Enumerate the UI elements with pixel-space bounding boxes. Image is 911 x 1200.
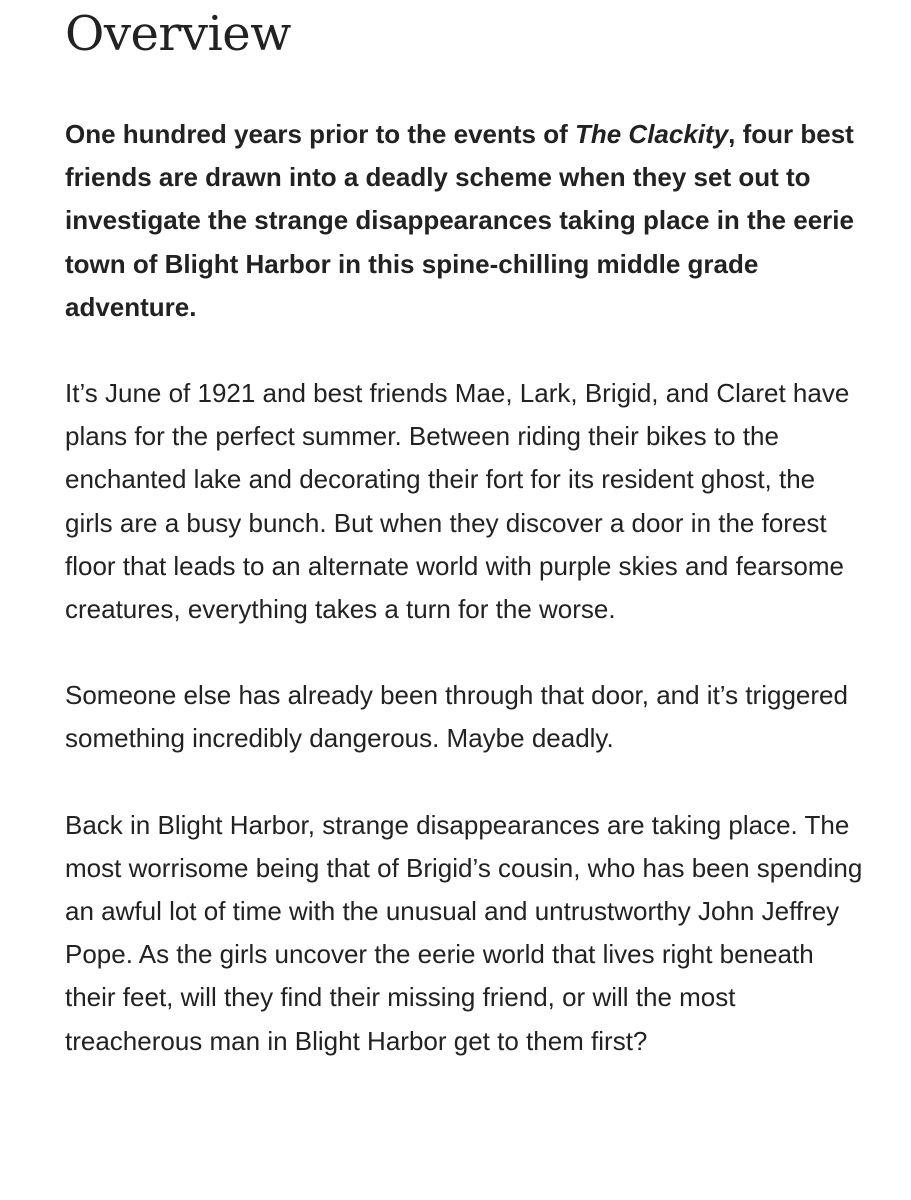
book-title: The Clackity — [574, 119, 729, 149]
synopsis-paragraph-1: It’s June of 1921 and best friends Mae, Lark, Brigid, and Claret have plans for the perfect summer. Between riding their bikes to the enchanted lake and decorating their fort for its resident ghost, the girls are a busy bunch. But when they discover a door in the forest floor that leads to an alternate world with purple skies and fearsome creatures, everything takes a turn for the worse. — [65, 378, 850, 625]
synopsis-paragraph-2: Someone else has already been through that door, and it’s triggered something incredibly dangerous. Maybe deadly. — [65, 680, 848, 754]
overview-section — [65, 0, 865, 1063]
lead-text-start: One hundred years prior to the events of — [65, 119, 575, 149]
lead-paragraph — [65, 113, 865, 329]
overview-heading: Overview — [65, 6, 291, 62]
lead-text-end: , four best friends are drawn into a deadly scheme when they set out to investigate the strange disappearances taking place in the eerie town of Blight Harbor in this spine-chilling middle grade adventure. — [65, 119, 854, 322]
synopsis-paragraph-3: Back in Blight Harbor, strange disappearances are taking place. The most worrisome being that of Brigid’s cousin, who has been spending an awful lot of time with the unusual and untrustworthy John Jeffrey Pope. As the girls uncover the eerie world that lives right beneath their feet, will they find their missing friend, or will the most treacherous man in Blight Harbor get to them first? — [65, 809, 863, 1056]
